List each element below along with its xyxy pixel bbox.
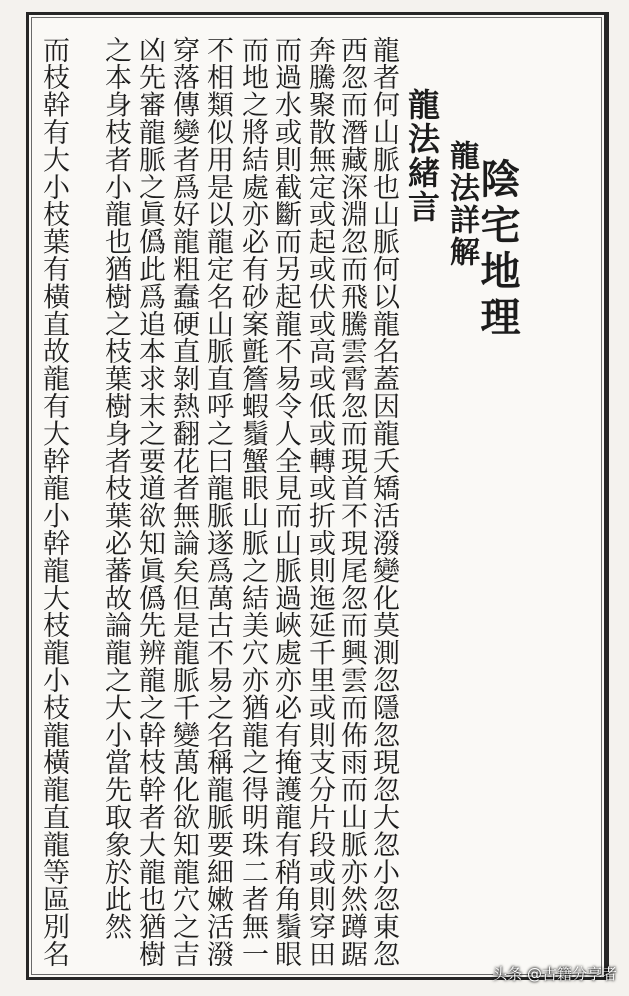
- section-title: 龍法緒言: [403, 88, 441, 224]
- watermark-label: 头条 @古籍分享者: [492, 965, 617, 983]
- text-column-7: 穿落傳變者爲好龍粗蠢硬直剝熱翻花者無論矣但是龍脈千變萬化欲知龍穴之吉: [168, 36, 199, 968]
- book-title: 陰宅地理: [474, 158, 521, 342]
- text-column-3: 奔騰聚散無定或起或伏或高或低或轉或折或則迤延千里或則支分片段或則穿田: [304, 36, 335, 968]
- chapter-title: 龍法詳解: [444, 140, 479, 268]
- text-column-8: 凶先審龍脈之眞僞此爲追本求末之要道欲知眞僞先辨龍之幹枝幹者大龍也猶樹: [134, 36, 165, 968]
- text-column-9: 之本身枝者小龍也猶樹之枝葉樹身者枝葉必蕃故論龍之大小當先取象於此然: [100, 36, 131, 941]
- text-column-1: 龍者何山脈也山脈何以龍名蓋因龍夭矯活潑變化莫測忽隱忽現忽大忽小忽東忽: [368, 36, 399, 968]
- text-column-2: 西忽而潛藏深淵忽而飛騰雲霄忽而現首不現尾忽而興雲而佈雨而山脈亦然蹲踞: [336, 36, 367, 968]
- text-column-6: 不相類似用是以龍定名山脈直呼之曰龍脈遂爲萬古不易之名稱龍脈要細嫩活潑: [202, 36, 233, 968]
- text-column-4: 而過水或則截斷而另起龍不易令人全見而山脈過峽處亦必有掩護龍有稍角鬚眼: [270, 36, 301, 968]
- text-column-10: 而枝幹有大小枝葉有橫直故龍有大幹龍小幹龍大枝龍小枝龍橫龍直龍等區別名: [38, 36, 69, 968]
- text-column-5: 而地之將結處亦必有砂案氈簷蝦鬚蟹眼山脈之結美穴亦猶龍之得明珠二者無一: [237, 36, 268, 968]
